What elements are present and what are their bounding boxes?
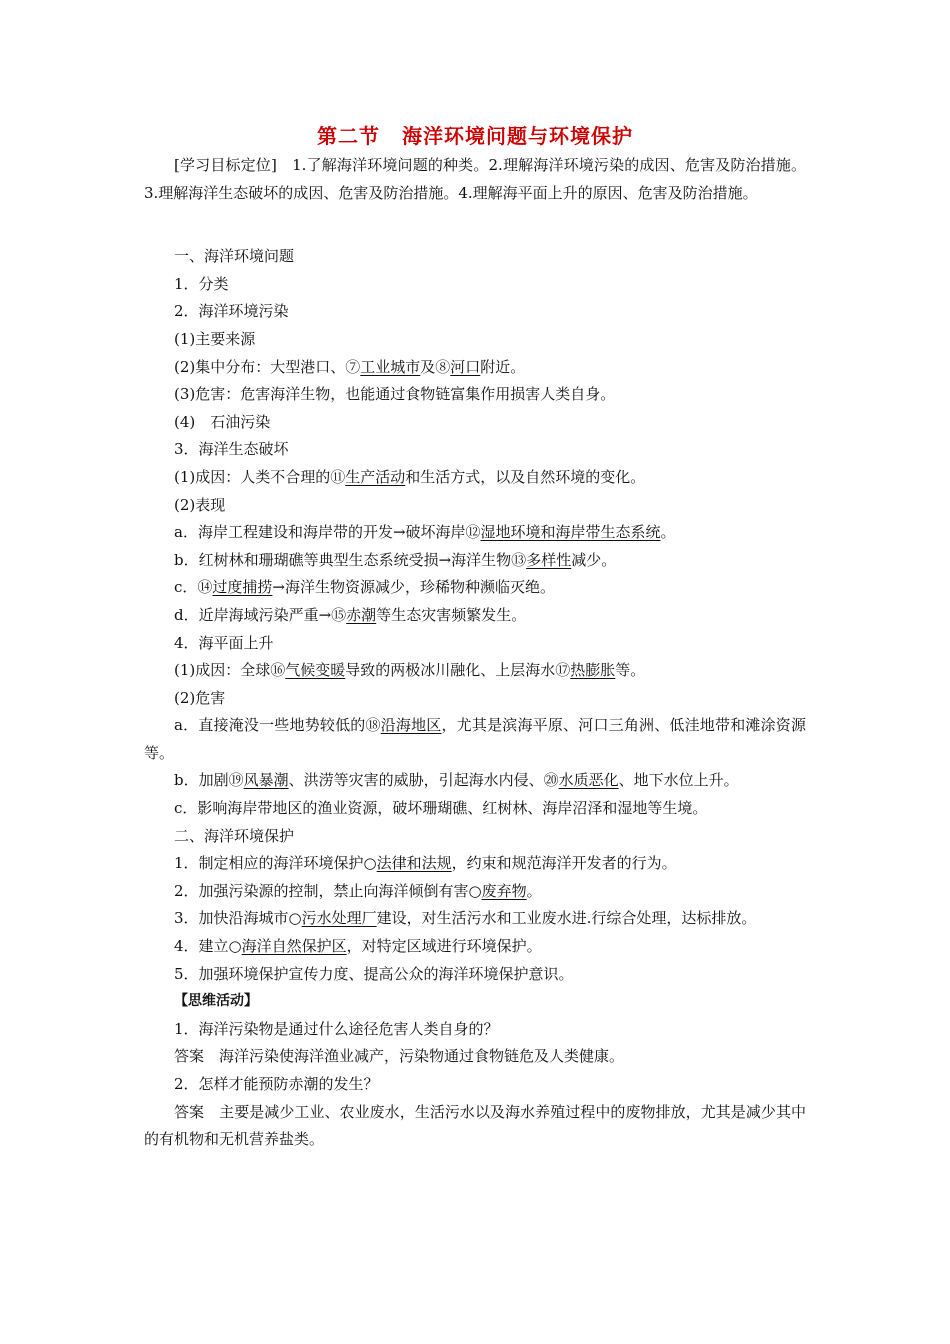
answer-blank: 多样性 bbox=[526, 550, 572, 569]
list-item: 3．海洋生态破坏 bbox=[174, 440, 289, 459]
section-heading: 二、海洋环境保护 bbox=[174, 826, 295, 845]
answer-blank: 热膨胀 bbox=[570, 661, 616, 680]
question: 1．海洋污染物是通过什么途径危害人类自身的？ bbox=[174, 1019, 499, 1038]
list-item: 1．分类 bbox=[174, 274, 229, 293]
list-item: 2．海洋环境污染 bbox=[174, 302, 289, 321]
answer-blank: 水质恶化 bbox=[558, 771, 619, 790]
answer-blank: 湿地环境和海岸带生态系统 bbox=[480, 523, 661, 542]
answer-blank: 生产活动 bbox=[345, 467, 406, 486]
list-item: 2．加强污染源的控制，禁止向海洋倾倒有害○废弃物。 bbox=[174, 881, 542, 900]
list-item: (2)表现 bbox=[174, 495, 226, 514]
list-item: (2)危害 bbox=[174, 688, 226, 707]
list-item: b．红树林和珊瑚礁等典型生态系统受损→海洋生物⑬多样性减少。 bbox=[174, 550, 617, 569]
list-item: 4．海平面上升 bbox=[174, 633, 274, 652]
list-item: (3)危害：危害海洋生物，也能通过食物链富集作用损害人类自身。 bbox=[174, 385, 616, 404]
list-item: (1)成因：人类不合理的⑪生产活动和生活方式，以及自然环境的变化。 bbox=[174, 467, 646, 486]
list-item: 5．加强环境保护宣传力度、提高公众的海洋环境保护意识。 bbox=[174, 964, 574, 983]
answer: 答案 主要是减少工业、农业废水，生活污水以及海水养殖过程中的废物排放，尤其是减少其中的有机物和无机营养盐类。 bbox=[144, 1102, 806, 1149]
thinking-heading: 【思维活动】 bbox=[174, 993, 258, 1010]
answer-blank: 沿海地区 bbox=[380, 716, 442, 735]
answer: 答案 海洋污染使海洋渔业减产，污染物通过食物链危及人类健康。 bbox=[174, 1047, 625, 1066]
answer-blank: 废弃物 bbox=[481, 881, 527, 900]
answer-blank: 工业城市 bbox=[360, 357, 421, 376]
document-body bbox=[144, 152, 806, 1154]
learning-objectives: [学习目标定位] 1.了解海洋环境问题的种类。2.理解海洋环境污染的成因、危害及防治措施。3.理解海洋生态破坏的成因、危害及防治措施。4.理解海平面上升的原因、危害及防治措施。 bbox=[144, 156, 806, 202]
list-item: b．加剧⑲风暴潮、洪涝等灾害的威胁，引起海水内侵、⑳水质恶化、地下水位上升。 bbox=[174, 771, 739, 790]
list-item: c．影响海岸带地区的渔业资源，破坏珊瑚礁、红树林、海岸沼泽和湿地等生境。 bbox=[174, 799, 708, 818]
list-item: 3．加快沿海城市○污水处理厂建设，对生活污水和工业废水进.行综合处理，达标排放。 bbox=[174, 909, 757, 928]
list-item: a．海岸工程建设和海岸带的开发→破坏海岸⑫湿地环境和海岸带生态系统。 bbox=[174, 523, 676, 542]
list-item: a．直接淹没一些地势较低的⑱沿海地区，尤其是滨海平原、河口三角洲、低洼地带和滩涂资源等。 bbox=[144, 716, 806, 762]
answer-blank: 海洋自然保护区 bbox=[241, 937, 347, 956]
list-item: (2)集中分布：大型港口、⑦工业城市及⑧河口附近。 bbox=[174, 357, 526, 376]
page-title: 第二节 海洋环境问题与环境保护 bbox=[317, 124, 633, 148]
section-heading: 一、海洋环境问题 bbox=[174, 247, 295, 266]
answer-blank: 法律和法规 bbox=[376, 854, 452, 873]
list-item: (1)主要来源 bbox=[174, 329, 256, 348]
answer-blank: 污水处理厂 bbox=[301, 909, 377, 928]
list-item: d．近岸海域污染严重→⑮赤潮等生态灾害频繁发生。 bbox=[174, 605, 527, 624]
list-item: 1．制定相应的海洋环境保护○法律和法规，约束和规范海洋开发者的行为。 bbox=[174, 854, 677, 873]
answer-blank: 气候变暖 bbox=[285, 661, 346, 680]
answer-blank: 河口 bbox=[450, 357, 481, 376]
answer-blank: 风暴潮 bbox=[243, 771, 289, 790]
question: 2．怎样才能预防赤潮的发生？ bbox=[174, 1075, 379, 1093]
list-item: (1)成因：全球⑯气候变暖导致的两极冰川融化、上层海水⑰热膨胀等。 bbox=[174, 661, 646, 680]
list-item: 4．建立○海洋自然保护区，对特定区域进行环境保护。 bbox=[174, 937, 542, 956]
list-item: c．⑭过度捕捞→海洋生物资源减少，珍稀物种濒临灭绝。 bbox=[174, 578, 555, 597]
answer-blank: 赤潮 bbox=[346, 605, 377, 624]
answer-blank: 过度捕捞 bbox=[212, 578, 273, 597]
list-item: (4) 石油污染 bbox=[174, 412, 271, 431]
